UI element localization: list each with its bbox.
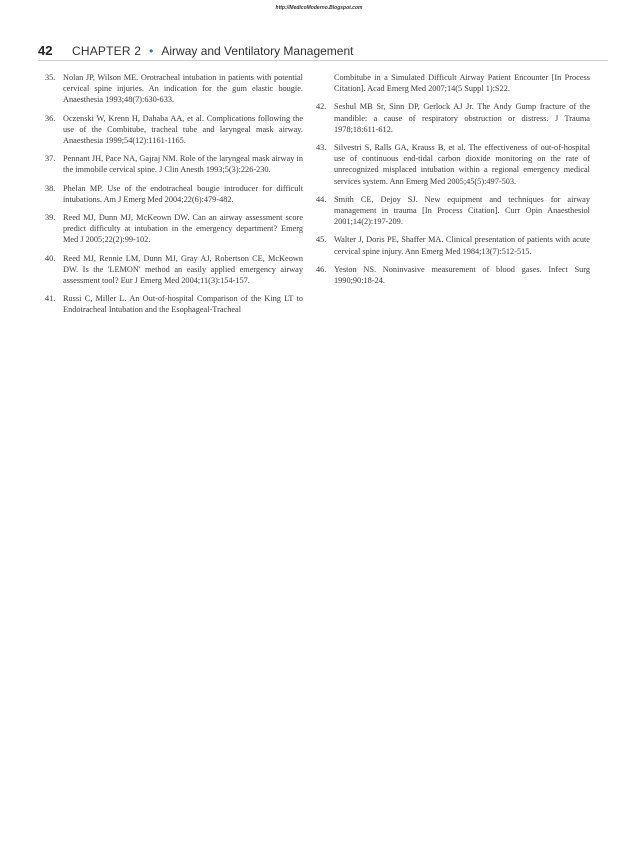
reference-item (45, 253, 303, 287)
reference-item (316, 142, 590, 187)
references-right-column (316, 72, 590, 293)
page-number: 42 (38, 43, 53, 58)
chapter-label: CHAPTER 2 (72, 44, 142, 58)
reference-text: Walter J, Doris PE, Shaffer MA. Clinical presentation of patients with acute cervical spine injury. Ann Emerg Med 1984;13(7):512-515. (334, 235, 590, 256)
reference-text: Nolan JP, Wilson ME. Orotracheal intubation in patients with potential cervical spine injuries. An indication for the gum elastic bougie. Anaesthesia 1993;48(7):630-633. (63, 73, 303, 105)
reference-number (316, 72, 334, 94)
reference-number: 46. (316, 264, 327, 274)
reference-number: 39. (45, 213, 56, 223)
reference-number: 42. (316, 102, 327, 112)
reference-text: Pennant JH, Pace NA, Gajraj NM. Role of the laryngeal mask airway in the immobile cervical spine. J Clin Anesth 1993;5(3):226-230. (63, 154, 303, 175)
reference-text: Yeston NS. Noninvasive measurement of blood gases. Infect Surg 1990;90:18-24. (334, 264, 590, 286)
reference-number: 36. (45, 113, 56, 123)
reference-number: 35. (45, 73, 56, 82)
reference-text: Silvestri S, Ralls GA, Krauss B, et al. The effectiveness of out-of-hospital use of continuous end-tidal carbon dioxide monitoring on the rate of unrecognized misplaced intubation within a regional emergency medical services system. Ann Emerg Med 2005;45(5):497-503. (334, 143, 590, 186)
reference-number: 44. (316, 194, 327, 204)
bullet-separator: • (149, 44, 154, 58)
reference-number: 45. (316, 235, 327, 245)
reference-number: 43. (316, 143, 327, 153)
reference-text: Seshul MB Sr, Sinn DP, Gerlock AJ Jr. The Andy Gump fracture of the mandible: a cause of respiratory obstruction or distress. J Trauma 1978;18:611-612. (334, 102, 590, 134)
header-rule (38, 60, 608, 61)
reference-number: 37. (45, 154, 56, 164)
reference-text: Russi C, Miller L. An Out-of-hospital Comparison of the King LT to Endotracheal Intubation and the Esophageal-Tracheal (63, 294, 303, 315)
reference-number: 40. (45, 253, 56, 263)
reference-text: Oczenski W, Krenn H, Dahaba AA, et al. Complications following the use of the Combitube, tracheal tube and laryngeal mask airway. Anaesthesia 1999;54(12):1161-1165. (63, 113, 303, 146)
reference-item (45, 183, 303, 205)
reference-item (316, 234, 590, 256)
reference-text: Combitube in a Simulated Difficult Airway Patient Encounter [In Process Citation]. Acad Emerg Med 2007;14(5 Suppl 1):S22. (334, 73, 590, 94)
reference-item (45, 153, 303, 175)
chapter-title: Airway and Ventilatory Management (161, 44, 354, 58)
source-url: http://MedicoModerno.Blogspot.com (275, 5, 363, 11)
reference-item (45, 113, 303, 147)
reference-text: Reed MJ, Dunn MJ, McKeown DW. Can an airway assessment score predict difficulty at intubation in the emergency department? Emerg Med J 2005;22(2):99-102. (63, 213, 303, 245)
reference-item (45, 212, 303, 246)
reference-number: 41. (45, 294, 56, 304)
reference-item (45, 293, 303, 315)
reference-text: Smith CE, Dejoy SJ. New equipment and techniques for airway management in trauma [In Process Citation]. Curr Opin Anaesthesiol 2001;14(2):197-209. (334, 194, 590, 227)
page-header (38, 43, 608, 58)
reference-number: 38. (45, 183, 56, 193)
reference-item (316, 264, 590, 286)
reference-text: Reed MJ, Rennie LM, Dunn MJ, Gray AJ, Robertson CE, McKeown DW. Is the 'LEMON' method an easily applied emergency airway assessment tool? Eur J Emerg Med 2004;11(3):154-157. (63, 253, 303, 286)
reference-item (316, 194, 590, 228)
reference-text: Phelan MP. Use of the endotracheal bougie introducer for difficult intubations. Am J Emerg Med 2004;22(6):479-482. (63, 183, 303, 204)
reference-item (316, 72, 590, 94)
reference-item (316, 101, 590, 135)
reference-item (45, 72, 303, 106)
references-left-column (45, 72, 303, 323)
